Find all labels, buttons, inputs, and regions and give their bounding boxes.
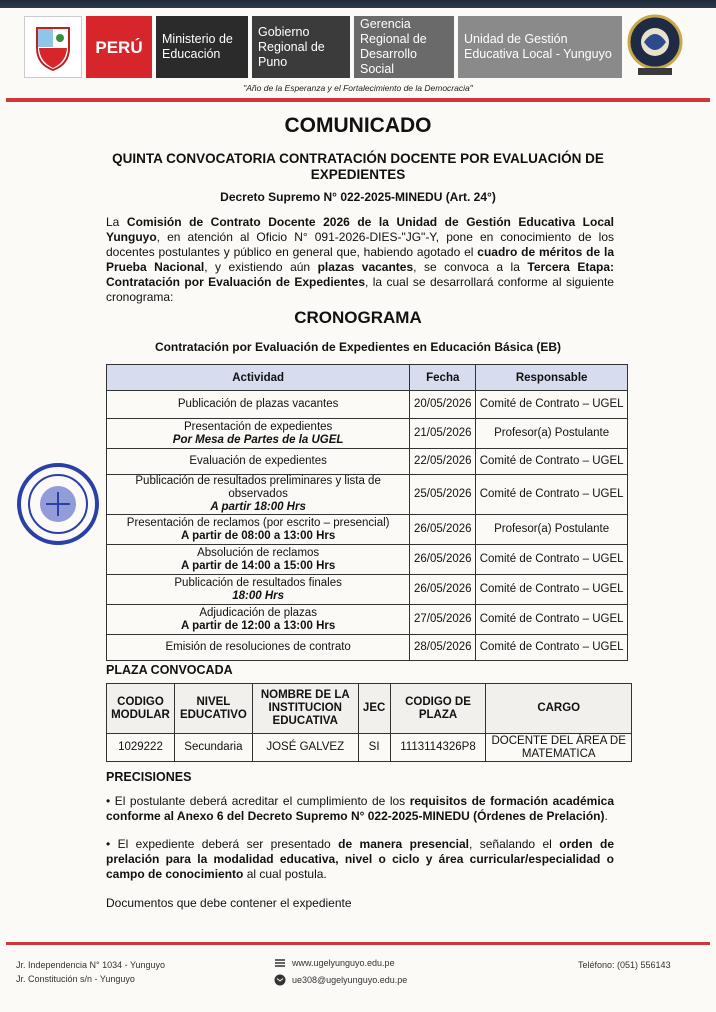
address-line: Jr. Constitución s/n - Yunguyo <box>16 974 135 984</box>
decree-reference: Decreto Supremo N° 022-2025-MINEDU (Art. 24°) <box>220 190 496 204</box>
cargo-cell: DOCENTE DEL ÁREA DE MATEMATICA <box>486 734 632 762</box>
date-cell: 28/05/2026 <box>410 635 476 661</box>
institution-cell: JOSÉ GALVEZ <box>252 734 358 762</box>
column-header-date: Fecha <box>410 365 476 391</box>
table-row <box>107 419 628 449</box>
level-cell: Secundaria <box>174 734 252 762</box>
email-row <box>274 971 407 988</box>
activity-cell: Adjudicación de plazas A partir de 12:00 a 13:00 Hrs <box>107 605 410 635</box>
precision-item: • El postulante deberá acreditar el cumplimiento de los requisitos de formación académica conforme al Anexo 6 del Decreto Supremo N° 022-2025-MINEDU (Órdenes de Prelación). <box>106 794 614 823</box>
activity-cell: Evaluación de expedientes <box>107 449 410 475</box>
website-link[interactable]: www.ugelyunguyo.edu.pe <box>292 957 395 968</box>
responsible-cell: Comité de Contrato – UGEL <box>476 475 628 515</box>
table-row <box>107 605 628 635</box>
table-row <box>107 449 628 475</box>
activity-cell: Publicación de plazas vacantes <box>107 391 410 419</box>
activity-cell: Emisión de resoluciones de contrato <box>107 635 410 661</box>
header-banner <box>24 16 622 78</box>
column-header-modular-code: CODIGO MODULAR <box>107 684 175 734</box>
schedule-subtitle: Contratación por Evaluación de Expedientes en Educación Básica (EB) <box>154 340 562 354</box>
ugel-seal-icon <box>16 462 100 546</box>
responsible-cell: Comité de Contrato – UGEL <box>476 391 628 419</box>
table-header-row <box>107 684 632 734</box>
coat-of-arms-icon <box>24 16 82 78</box>
activity-cell: Presentación de expedientes Por Mesa de Partes de la UGEL <box>107 419 410 449</box>
plaza-code-cell: 1113114326P8 <box>390 734 486 762</box>
table-row <box>107 391 628 419</box>
email-icon <box>274 974 286 986</box>
column-header-activity: Actividad <box>107 365 410 391</box>
table-row <box>107 475 628 515</box>
date-cell: 21/05/2026 <box>410 419 476 449</box>
address-line: Jr. Independencia N° 1034 - Yunguyo <box>16 960 166 970</box>
peru-label: PERÚ <box>86 16 152 78</box>
precisiones-heading: PRECISIONES <box>106 770 192 784</box>
table-header-row <box>107 365 628 391</box>
page-title: COMUNICADO <box>284 114 432 137</box>
website-row <box>274 954 407 971</box>
column-header-institution: NOMBRE DE LA INSTITUCION EDUCATIVA <box>252 684 358 734</box>
plaza-table <box>106 683 632 762</box>
regional-management-label: Gerencia Regional de Desarrollo Social <box>354 16 454 78</box>
footer-contacts <box>274 954 407 988</box>
header-divider <box>6 98 710 102</box>
activity-cell: Presentación de reclamos (por escrito – presencial) A partir de 08:00 a 13:00 Hrs <box>107 515 410 545</box>
footer-divider <box>6 942 710 945</box>
activity-cell: Publicación de resultados preliminares y lista de observados A partir 18:00 Hrs <box>107 475 410 515</box>
jec-cell: SI <box>358 734 390 762</box>
column-header-level: NIVEL EDUCATIVO <box>174 684 252 734</box>
responsible-cell: Comité de Contrato – UGEL <box>476 635 628 661</box>
date-cell: 25/05/2026 <box>410 475 476 515</box>
responsible-cell: Comité de Contrato – UGEL <box>476 449 628 475</box>
table-row <box>107 734 632 762</box>
year-motto: "Año de la Esperanza y el Fortalecimiento de la Democracia" <box>243 83 473 93</box>
plaza-heading: PLAZA CONVOCADA <box>106 663 233 677</box>
documents-note: Documentos que debe contener el expediente <box>106 896 352 910</box>
responsible-cell: Comité de Contrato – UGEL <box>476 545 628 575</box>
column-header-responsible: Responsable <box>476 365 628 391</box>
responsible-cell: Comité de Contrato – UGEL <box>476 605 628 635</box>
regional-government-label: Gobierno Regional de Puno <box>252 16 350 78</box>
date-cell: 26/05/2026 <box>410 575 476 605</box>
column-header-cargo: CARGO <box>486 684 632 734</box>
ministry-label: Ministerio de Educación <box>156 16 248 78</box>
responsible-cell: Profesor(a) Postulante <box>476 419 628 449</box>
date-cell: 26/05/2026 <box>410 545 476 575</box>
phone-number: Teléfono: (051) 556143 <box>578 960 671 970</box>
activity-cell: Publicación de resultados finales 18:00 Hrs <box>107 575 410 605</box>
table-row <box>107 575 628 605</box>
responsible-cell: Profesor(a) Postulante <box>476 515 628 545</box>
schedule-title: CRONOGRAMA <box>294 308 422 327</box>
ugel-label: Unidad de Gestión Educativa Local - Yunguyo <box>458 16 622 78</box>
column-header-plaza-code: CODIGO DE PLAZA <box>390 684 486 734</box>
intro-paragraph: La Comisión de Contrato Docente 2026 de la Unidad de Gestión Educativa Local Yunguyo, en atención al Oficio N° 091-2026-DIES-"JG"-Y, pone en conocimiento de los docentes postulantes y público en general que, habiendo agotado el cuadro de méritos de la Prueba Nacional, y existiendo aún plazas vacantes, se convoca a la Tercera Etapa: Contratación por Evaluación de Expedientes, la cual se desarrollará conforme al siguiente cronograma: <box>106 215 615 304</box>
table-row <box>107 635 628 661</box>
responsible-cell: Comité de Contrato – UGEL <box>476 575 628 605</box>
activity-cell: Absolución de reclamos A partir de 14:00 a 15:00 Hrs <box>107 545 410 575</box>
web-icon <box>274 957 286 969</box>
ugel-logo-icon <box>622 10 688 80</box>
date-cell: 20/05/2026 <box>410 391 476 419</box>
convocatoria-subtitle: QUINTA CONVOCATORIA CONTRATACIÓN DOCENTE POR EVALUACIÓN DE EXPEDIENTES <box>112 151 604 182</box>
column-header-jec: JEC <box>358 684 390 734</box>
footer-addresses <box>16 958 165 986</box>
table-row <box>107 545 628 575</box>
table-row <box>107 515 628 545</box>
modular-code-cell: 1029222 <box>107 734 175 762</box>
date-cell: 27/05/2026 <box>410 605 476 635</box>
email-link[interactable]: ue308@ugelyunguyo.edu.pe <box>292 974 408 985</box>
date-cell: 22/05/2026 <box>410 449 476 475</box>
date-cell: 26/05/2026 <box>410 515 476 545</box>
schedule-table <box>106 364 628 661</box>
precision-item: • El expediente deberá ser presentado de manera presencial, señalando el orden de prelación para la modalidad educativa, nivel o ciclo y área curricular/especialidad o campo de conocimiento al cual postula. <box>106 837 615 881</box>
